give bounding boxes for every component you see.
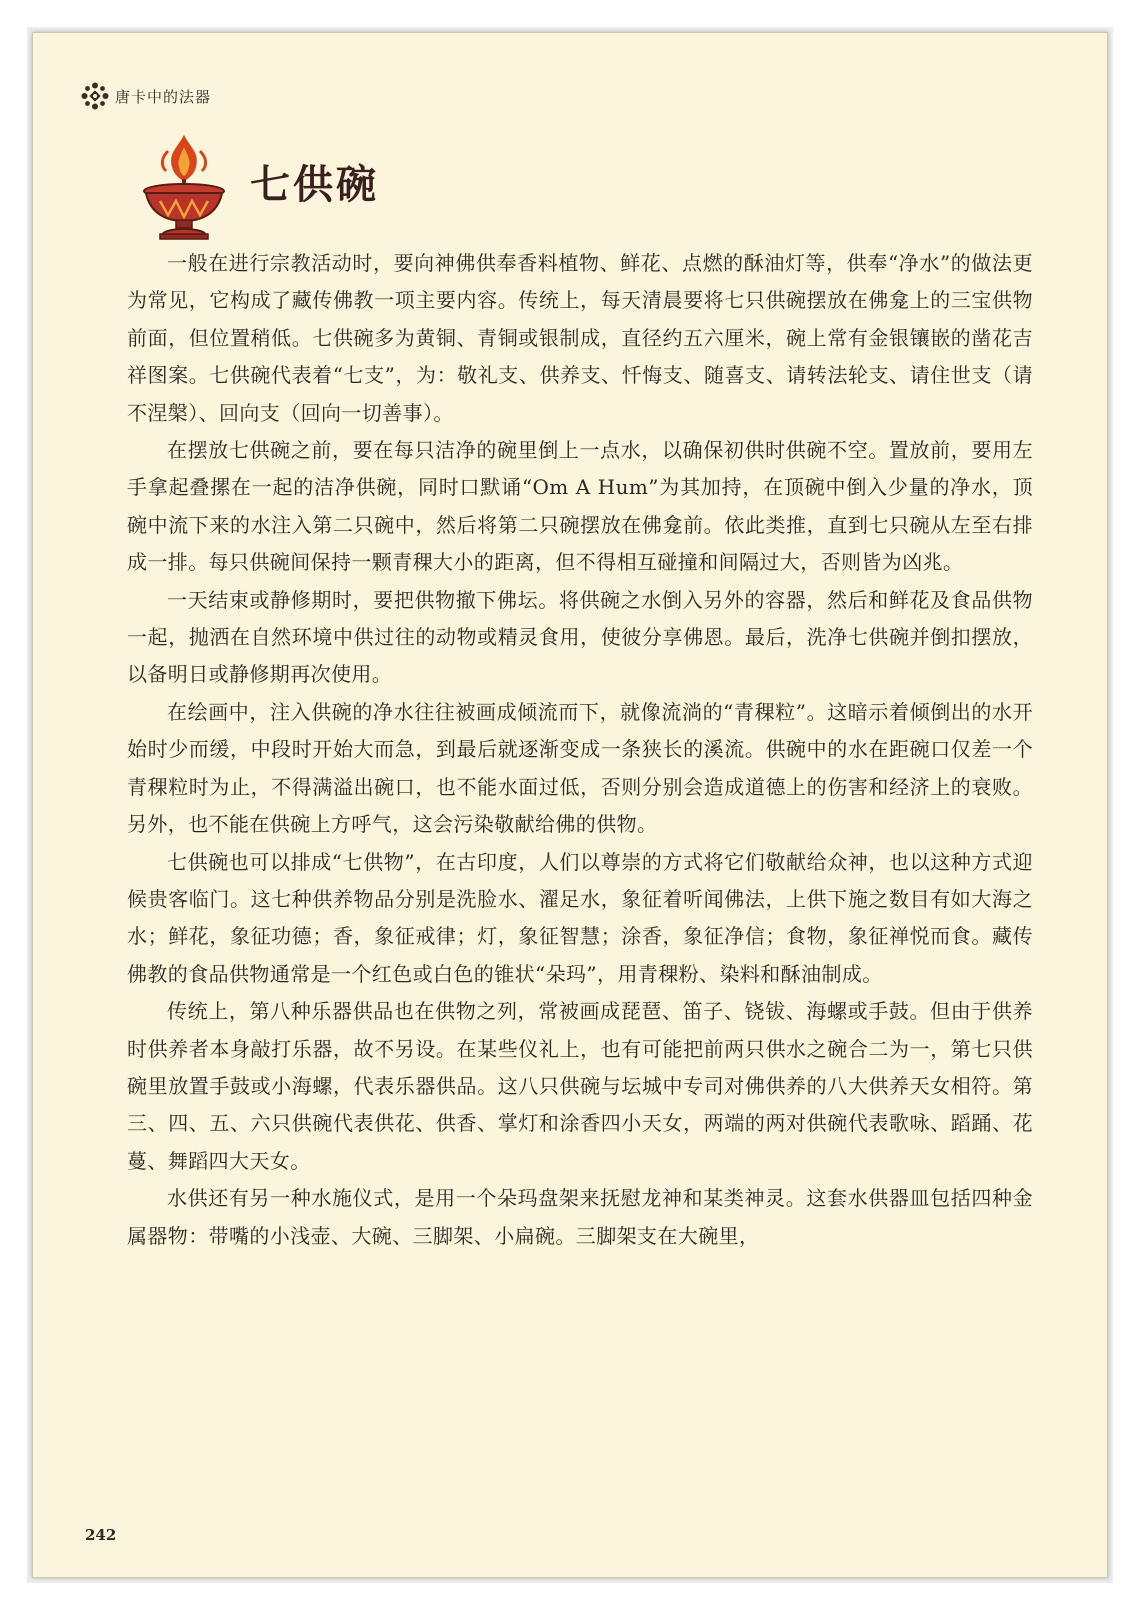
running-header bbox=[81, 81, 211, 111]
paragraph: 一般在进行宗教活动时，要向神佛供奉香料植物、鲜花、点燃的酥油灯等，供奉“净水”的做法更为常见，它构成了藏传佛教一项主要内容。传统上，每天清晨要将七只供碗摆放在佛龛上的三宝供物前面，但位置稍低。七供碗多为黄铜、青铜或银制成，直径约五六厘米，碗上常有金银镶嵌的凿花吉祥图案。七供碗代表着“七支”，为：敬礼支、供养支、忏悔支、随喜支、请转法轮支、请住世支（请不涅槃）、回向支（回向一切善事）。 bbox=[127, 251, 1033, 425]
paragraph: 水供还有另一种水施仪式，是用一个朵玛盘架来抚慰龙神和某类神灵。这套水供器皿包括四种金属器物：带嘴的小浅壶、大碗、三脚架、小扁碗。三脚架支在大碗里， bbox=[127, 1186, 1033, 1248]
page bbox=[32, 32, 1108, 1578]
endless-knot-icon bbox=[81, 82, 109, 110]
paragraph: 一天结束或静修期时，要把供物撤下佛坛。将供碗之水倒入另外的容器，然后和鲜花及食品供物一起，抛洒在自然环境中供过往的动物或精灵食用，使彼分享佛恩。最后，洗净七供碗并倒扣摆放，以备明日或静修期再次使用。 bbox=[127, 587, 1033, 687]
offering-bowl-icon bbox=[138, 131, 230, 243]
paragraph: 七供碗也可以排成“七供物”，在古印度，人们以尊崇的方式将它们敬献给众神，也以这种方式迎候贵客临门。这七种供养物品分别是洗脸水、濯足水，象征着听闻佛法，上供下施之数目有如大海之水；鲜花，象征功德；香，象征戒律；灯，象征智慧；涂香，象征净信；食物，象征禅悦而食。藏传佛教的食品供物通常是一个红色或白色的锥状“朵玛”，用青稞粉、染料和酥油制成。 bbox=[127, 849, 1033, 986]
header-title: 唐卡中的法器 bbox=[115, 87, 212, 106]
section-title-block bbox=[138, 131, 738, 251]
paragraph: 传统上，第八种乐器供品也在供物之列，常被画成琵琶、笛子、铙钹、海螺或手鼓。但由于供养时供养者本身敲打乐器，故不另设。在某些仪礼上，也有可能把前两只供水之碗合二为一，第七只供碗里放置手鼓或小海螺，代表乐器供品。这八只供碗与坛城中专司对佛供养的八大供养天女相符。第三、四、五、六只供碗代表供花、供香、掌灯和涂香四小天女，两端的两对供碗代表歌咏、蹈踊、花蔓、舞蹈四大天女。 bbox=[127, 999, 1033, 1173]
paragraph: 在绘画中，注入供碗的净水往往被画成倾流而下，就像流淌的“青稞粒”。这暗示着倾倒出的水开始时少而缓，中段时开始大而急，到最后就逐渐变成一条狭长的溪流。供碗中的水在距碗口仅差一个青稞粒时为止，不得满溢出碗口，也不能水面过低，否则分别会造成道德上的伤害和经济上的衰败。另外，也不能在供碗上方呼气，这会污染敬献给佛的供物。 bbox=[127, 699, 1033, 837]
page-title: 七供碗 bbox=[250, 162, 379, 208]
page-number: 242 bbox=[85, 1526, 117, 1544]
paragraph: 在摆放七供碗之前，要在每只洁净的碗里倒上一点水，以确保初供时供碗不空。置放前，要用左手拿起叠摞在一起的洁净供碗，同时口默诵“Om A Hum”为其加持，在顶碗中倒入少量的净水，顶碗中流下来的水注入第二只碗中，然后将第二只碗摆放在佛龛前。依此类推，直到七只碗从左至右排成一排。每只供碗间保持一颗青稞大小的距离，但不得相互碰撞和间隔过大，否则皆为凶兆。 bbox=[127, 438, 1033, 575]
body-text bbox=[127, 245, 1033, 1255]
